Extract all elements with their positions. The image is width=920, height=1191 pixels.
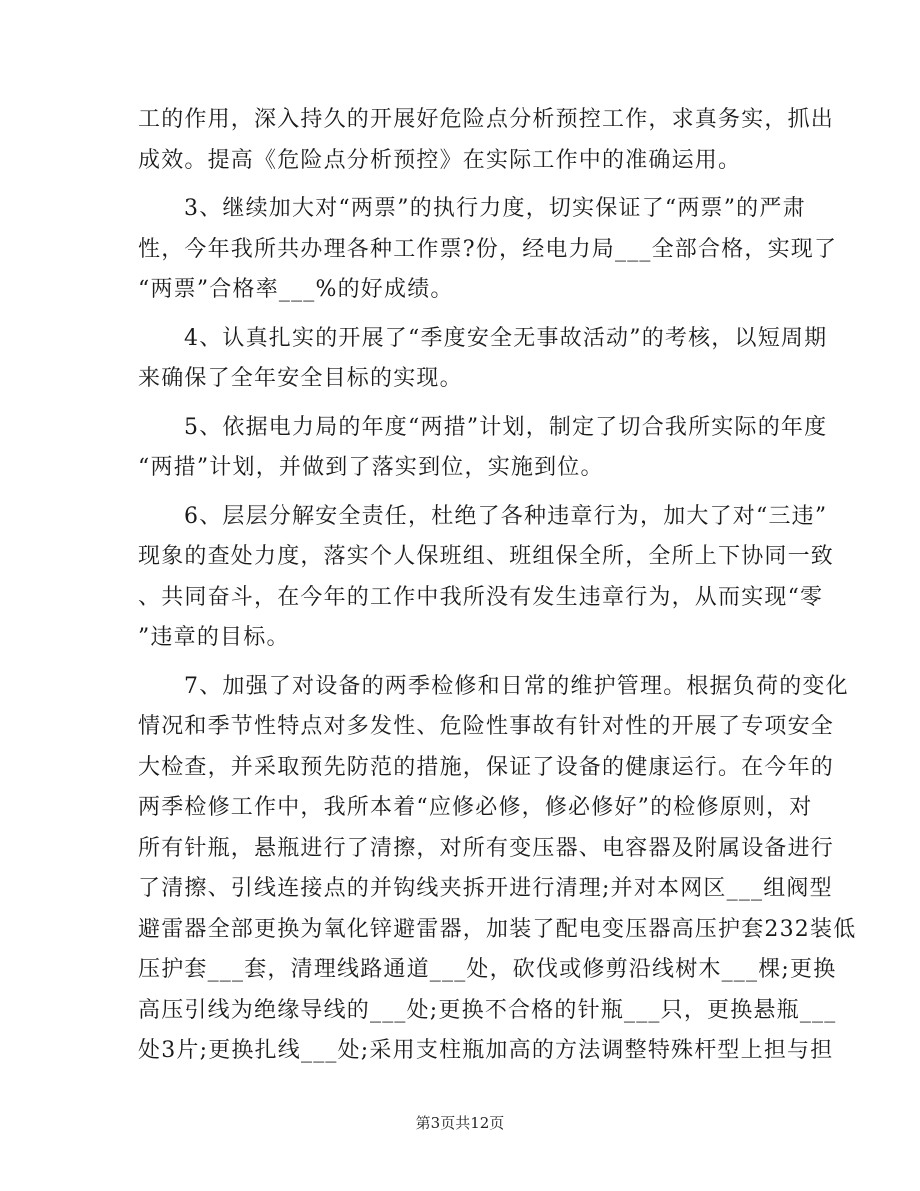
text-line: 5、依据电力局的年度“两措”计划，制定了切合我所实际的年度 — [184, 414, 828, 440]
text-line: 3、继续加大对“两票”的执行力度，切实保证了“两票”的严肃 — [184, 196, 806, 221]
text-line: 来确保了全年安全目标的实现。 — [138, 366, 463, 391]
paragraph-gap — [138, 489, 788, 497]
text-line: 避雷器全部更换为氧化锌避雷器，加装了配电变压器高压护套232装低 — [138, 916, 857, 942]
paragraph-item-5 — [138, 408, 828, 489]
text-line: 大检查，并采取预先防范的措施，保证了设备的健康运行。在今年的 — [138, 754, 835, 780]
paragraph-gap — [138, 181, 788, 189]
text-line: 情况和季节性特点对多发性、危险性事故有针对性的开展了专项安全 — [138, 714, 835, 739]
text-line: 、共同奋斗，在今年的工作中我所没有发生违章行为，从而实现“零 — [138, 584, 824, 610]
text-line: 工的作用，深入持久的开展好危险点分析预控工作，求真务实，抓出 — [138, 107, 835, 132]
text-line: 4、认真扎实的开展了“季度安全无事故活动”的考核，以短周期 — [184, 325, 828, 351]
paragraph-gap — [138, 659, 788, 667]
text-line: 两季检修工作中，我所本着“应修必修，修必修好”的检修原则，对 — [138, 795, 813, 820]
text-line: “两票”合格率___%的好成绩。 — [138, 277, 454, 302]
paragraph-item-6 — [138, 497, 835, 659]
paragraph-item-3 — [138, 189, 838, 311]
text-line: 高压引线为绝缘导线的___处;更换不合格的针瓶___只，更换悬瓶___ — [138, 997, 837, 1023]
text-line: 成效。提高《危险点分析预控》在实际工作中的准确运用。 — [138, 147, 742, 173]
document-body — [138, 100, 857, 1072]
text-line: 所有针瓶，悬瓶进行了清擦，对所有变压器、电容器及附属设备进行 — [138, 835, 835, 861]
text-line: 处3片;更换扎线___处;采用支柱瓶加高的方法调整特殊杆型上担与担 — [138, 1038, 834, 1063]
paragraph-gap — [138, 400, 788, 408]
text-line: 性，今年我所共办理各种工作票?份，经电力局___全部合格，实现了 — [138, 236, 838, 262]
text-line: 压护套___套，清理线路通道___处，砍伐或修剪沿线树木___棵;更换 — [138, 957, 837, 982]
paragraph-item-7 — [138, 667, 857, 1072]
text-line: 6、层层分解安全责任，杜绝了各种违章行为，加大了对“三违” — [184, 503, 828, 529]
paragraph-item-4 — [138, 319, 828, 400]
text-line: ”违章的目标。 — [138, 625, 290, 650]
text-line: 7、加强了对设备的两季检修和日常的维护管理。根据负荷的变化 — [184, 673, 849, 699]
page-number: 第3页共12页 — [415, 1114, 505, 1132]
text-line: “两措”计划，并做到了落实到位，实施到位。 — [138, 455, 604, 480]
text-line: 现象的查处力度，落实个人保班组、班组保全所，全所上下协同一致 — [138, 544, 835, 569]
text-line: 了清擦、引线连接点的并钩线夹拆开进行清理;并对本网区___组阀型 — [138, 876, 833, 901]
paragraph-gap — [138, 311, 788, 319]
page-footer — [0, 1112, 920, 1133]
paragraph-continuation — [138, 100, 835, 181]
